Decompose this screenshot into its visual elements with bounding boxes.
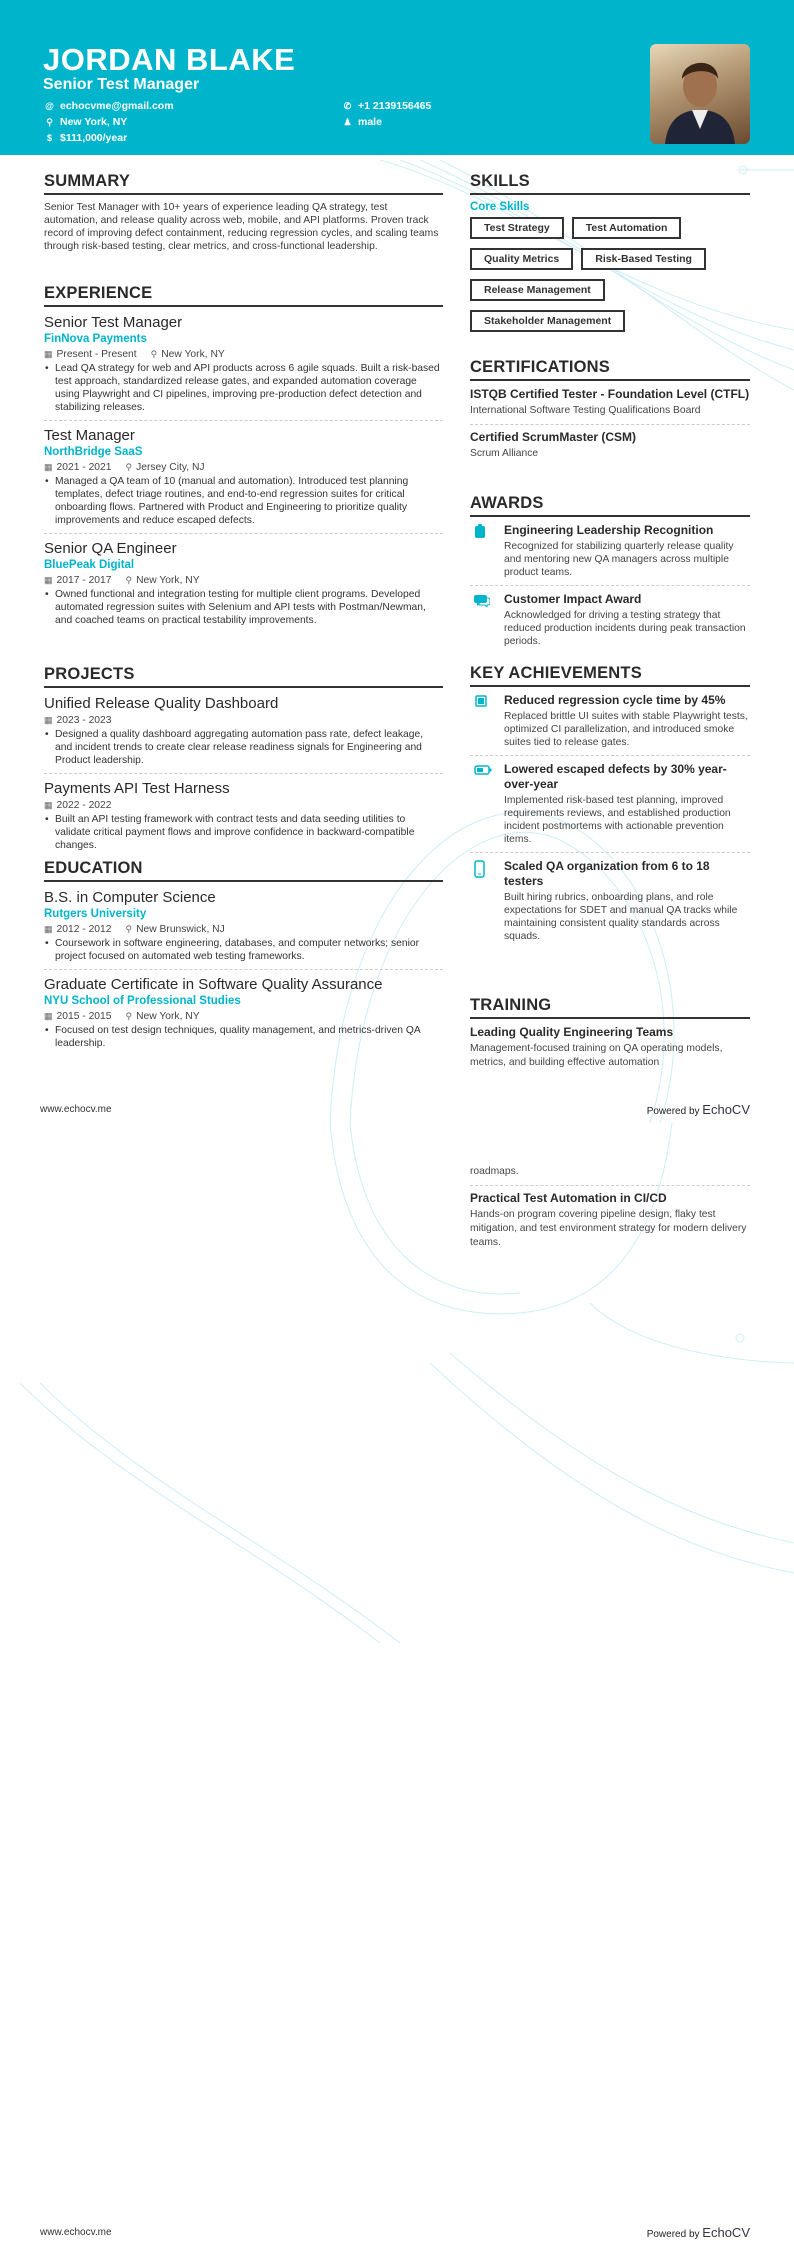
certification-item bbox=[470, 387, 750, 425]
bullet: • Lead QA strategy for web and API products across 6 agile squads. Built a risk-based test approach, standardized release gates, and expanded automation coverage using Playwright and CI pipelines, improving pre-production defect detection and stabilizing releases. bbox=[44, 362, 443, 414]
chat-icon bbox=[470, 592, 492, 648]
profile-photo bbox=[650, 44, 750, 144]
calendar-icon: ▦ bbox=[44, 575, 53, 585]
gender-text: male bbox=[358, 116, 382, 128]
achievement-item bbox=[470, 859, 750, 949]
experience-section bbox=[44, 284, 443, 638]
phone-icon: ✆ bbox=[343, 100, 352, 111]
project-item bbox=[44, 779, 443, 858]
achievement-desc: Implemented risk-based test planning, improved requirements reviews, and established production incident postmortems with actionable prevention items. bbox=[504, 795, 731, 845]
clipboard-icon bbox=[470, 523, 492, 579]
contact-salary bbox=[45, 132, 127, 144]
job-title: Senior QA Engineer bbox=[44, 540, 177, 557]
achievement-item bbox=[470, 762, 750, 853]
job-title: Senior Test Manager bbox=[44, 314, 183, 331]
skill-tag: Quality Metrics bbox=[470, 248, 573, 270]
degree: Graduate Certificate in Software Quality Assurance bbox=[44, 976, 383, 993]
certification-item bbox=[470, 430, 750, 467]
location-pin-icon: ⚲ bbox=[125, 924, 133, 934]
section-heading: SUMMARY bbox=[44, 172, 443, 195]
dates: ▦ 2017 - 2017 bbox=[44, 575, 112, 586]
skill-tag: Stakeholder Management bbox=[470, 310, 625, 332]
calendar-icon: ▦ bbox=[44, 1011, 53, 1021]
dates: ▦ 2021 - 2021 bbox=[44, 462, 112, 473]
skill-tag: Risk-Based Testing bbox=[581, 248, 706, 270]
location: ⚲ New Brunswick, NJ bbox=[125, 924, 225, 935]
location-pin-icon: ⚲ bbox=[125, 575, 133, 585]
location-pin-icon: ⚲ bbox=[46, 116, 53, 127]
location-pin-icon: ⚲ bbox=[125, 462, 133, 472]
salary-text: $111,000/year bbox=[60, 132, 128, 144]
cert-issuer: International Software Testing Qualifications Board bbox=[470, 405, 701, 416]
experience-item bbox=[44, 426, 443, 534]
section-heading: KEY ACHIEVEMENTS bbox=[470, 664, 750, 687]
person-icon: ♟ bbox=[343, 116, 352, 127]
company-name: FinNova Payments bbox=[44, 333, 147, 345]
cert-title: Certified ScrumMaster (CSM) bbox=[470, 430, 637, 444]
achievement-title: Lowered escaped defects by 30% year-over-year bbox=[504, 762, 727, 791]
section-heading: SKILLS bbox=[470, 172, 750, 195]
award-item bbox=[470, 592, 750, 654]
education-section bbox=[44, 859, 443, 1061]
location: ⚲ New York, NY bbox=[125, 1011, 200, 1022]
project-item bbox=[44, 694, 443, 774]
achievement-item bbox=[470, 693, 750, 756]
job-title: Test Manager bbox=[44, 427, 135, 444]
section-heading: AWARDS bbox=[470, 494, 750, 517]
bullet: • Coursework in software engineering, databases, and computer networks; senior project focused on automated web testing frameworks. bbox=[44, 937, 443, 963]
award-title: Customer Impact Award bbox=[504, 592, 642, 606]
education-item bbox=[44, 888, 443, 970]
footer-powered-by[interactable]: Powered by EchoCV bbox=[646, 1102, 750, 1117]
training-desc: roadmaps. bbox=[470, 1166, 519, 1177]
location-text: New York, NY bbox=[60, 116, 128, 128]
key-achievements-section bbox=[470, 664, 750, 955]
bullet: • Designed a quality dashboard aggregating automation pass rate, defect leakage, and incident trends to create clear release readiness signals for Engineering and Product leadership. bbox=[44, 728, 443, 767]
summary-section bbox=[44, 172, 443, 253]
dates: ▦ 2023 - 2023 bbox=[44, 715, 112, 726]
training-title: Leading Quality Engineering Teams bbox=[470, 1025, 674, 1039]
achievement-desc: Replaced brittle UI suites with stable Playwright tests, optimized CI parallelization, and introduced smoke suites tied to release gates. bbox=[504, 711, 748, 748]
location: ⚲ New York, NY bbox=[125, 575, 200, 586]
section-heading: EXPERIENCE bbox=[44, 284, 443, 307]
location: ⚲ Jersey City, NJ bbox=[125, 462, 205, 473]
calendar-icon: ▦ bbox=[44, 462, 53, 472]
footer-website[interactable]: www.echocv.me bbox=[40, 2227, 112, 2238]
dates: ▦ Present - Present bbox=[44, 349, 137, 360]
candidate-title: Senior Test Manager bbox=[43, 76, 200, 93]
award-title: Engineering Leadership Recognition bbox=[504, 523, 714, 537]
training-item bbox=[470, 1165, 750, 1186]
education-item bbox=[44, 975, 443, 1056]
award-item bbox=[470, 523, 750, 586]
degree: B.S. in Computer Science bbox=[44, 889, 216, 906]
contact-gender bbox=[343, 116, 382, 128]
training-item bbox=[470, 1191, 750, 1256]
cert-issuer: Scrum Alliance bbox=[470, 448, 539, 459]
awards-section bbox=[470, 494, 750, 660]
skill-tag: Test Automation bbox=[572, 217, 682, 239]
chip-icon bbox=[470, 693, 492, 749]
contact-location bbox=[45, 116, 127, 128]
resume-header bbox=[0, 0, 794, 155]
skill-group-title: Core Skills bbox=[470, 201, 530, 213]
experience-item bbox=[44, 313, 443, 421]
training-desc: Hands-on program covering pipeline design, flaky test mitigation, and test environment strategy for modern delivery teams. bbox=[470, 1209, 747, 1248]
contact-email[interactable] bbox=[45, 100, 174, 112]
decorative-curves bbox=[0, 1123, 794, 2246]
training-section bbox=[470, 996, 750, 1070]
section-heading: PROJECTS bbox=[44, 665, 443, 688]
project-title: Unified Release Quality Dashboard bbox=[44, 695, 279, 712]
section-heading: CERTIFICATIONS bbox=[470, 358, 750, 381]
calendar-icon: ▦ bbox=[44, 715, 53, 725]
skill-tags bbox=[470, 217, 760, 332]
school: Rutgers University bbox=[44, 908, 147, 920]
company-name: NorthBridge SaaS bbox=[44, 446, 143, 458]
battery-icon bbox=[470, 762, 492, 846]
email-text: echocvme@gmail.com bbox=[60, 100, 174, 112]
location-pin-icon: ⚲ bbox=[125, 1011, 133, 1021]
dates: ▦ 2022 - 2022 bbox=[44, 800, 112, 811]
training-section-continued bbox=[470, 1163, 750, 1261]
achievement-title: Scaled QA organization from 6 to 18 testers bbox=[504, 859, 710, 888]
skill-tag: Release Management bbox=[470, 279, 605, 301]
bullet: • Built an API testing framework with contract tests and data seeding utilities to validate critical payment flows and improve confidence in backward-compatible changes. bbox=[44, 813, 443, 852]
cert-title: ISTQB Certified Tester - Foundation Level (CTFL) bbox=[470, 387, 750, 401]
brand-logo: EchoCV bbox=[702, 1102, 750, 1117]
training-desc: Management-focused training on QA operating models, metrics, and building effective automation bbox=[470, 1043, 723, 1068]
skill-tag: Test Strategy bbox=[470, 217, 564, 239]
experience-item bbox=[44, 539, 443, 633]
achievement-title: Reduced regression cycle time by 45% bbox=[504, 693, 726, 707]
achievement-desc: Built hiring rubrics, onboarding plans, and role expectations for SDET and manual QA tracks while maintaining consistent quality standards across squads. bbox=[504, 892, 738, 942]
bullet: • Managed a QA team of 10 (manual and automation). Introduced test planning templates, defect triage routines, and end-to-end regression suites for critical onboarding flows. Partnered with Product and Engineering to prioritize quality improvements and reduce escaped defects. bbox=[44, 475, 443, 527]
mobile-icon bbox=[470, 859, 492, 943]
calendar-icon: ▦ bbox=[44, 924, 53, 934]
projects-section bbox=[44, 665, 443, 863]
at-icon: @ bbox=[45, 101, 54, 111]
dates: ▦ 2015 - 2015 bbox=[44, 1011, 112, 1022]
company-name: BluePeak Digital bbox=[44, 559, 135, 571]
dates: ▦ 2012 - 2012 bbox=[44, 924, 112, 935]
resume-page-2 bbox=[0, 1123, 794, 2246]
candidate-name: JORDAN BLAKE bbox=[43, 42, 296, 77]
bullet: • Owned functional and integration testing for multiple client programs. Developed automated regression suites with Selenium and API tests with Postman/Newman, and coached teams on practical testability improvements. bbox=[44, 588, 443, 627]
contact-phone[interactable] bbox=[343, 100, 431, 112]
location: ⚲ New York, NY bbox=[150, 349, 225, 360]
brand-logo: EchoCV bbox=[702, 2225, 750, 2240]
school: NYU School of Professional Studies bbox=[44, 995, 241, 1007]
award-desc: Recognized for stabilizing quarterly release quality and mentoring new QA managers across multiple product teams. bbox=[504, 541, 734, 578]
footer-powered-by[interactable]: Powered by EchoCV bbox=[646, 2225, 750, 2240]
bullet: • Focused on test design techniques, quality management, and metrics-driven QA leadership. bbox=[44, 1024, 443, 1050]
location-pin-icon: ⚲ bbox=[150, 349, 158, 359]
calendar-icon: ▦ bbox=[44, 349, 53, 359]
training-title: Practical Test Automation in CI/CD bbox=[470, 1191, 667, 1205]
footer-website[interactable]: www.echocv.me bbox=[40, 1104, 112, 1115]
certifications-section bbox=[470, 358, 750, 472]
calendar-icon: ▦ bbox=[44, 800, 53, 810]
project-title: Payments API Test Harness bbox=[44, 780, 230, 797]
summary-text: Senior Test Manager with 10+ years of experience leading QA strategy, test automation, and release quality across web, mobile, and API platforms. Proven track record of improving defect containment, reducing regression cycles, and scaling teams through risk-based testing, clear metrics, and cross-functional leadership. bbox=[44, 202, 439, 252]
skills-section bbox=[470, 172, 750, 332]
section-heading: EDUCATION bbox=[44, 859, 443, 882]
phone-text: +1 2139156465 bbox=[358, 100, 432, 112]
section-heading: TRAINING bbox=[470, 996, 750, 1019]
award-desc: Acknowledged for driving a testing strategy that reduced production incidents during peak transaction periods. bbox=[504, 610, 746, 647]
money-icon: $ bbox=[46, 133, 52, 143]
